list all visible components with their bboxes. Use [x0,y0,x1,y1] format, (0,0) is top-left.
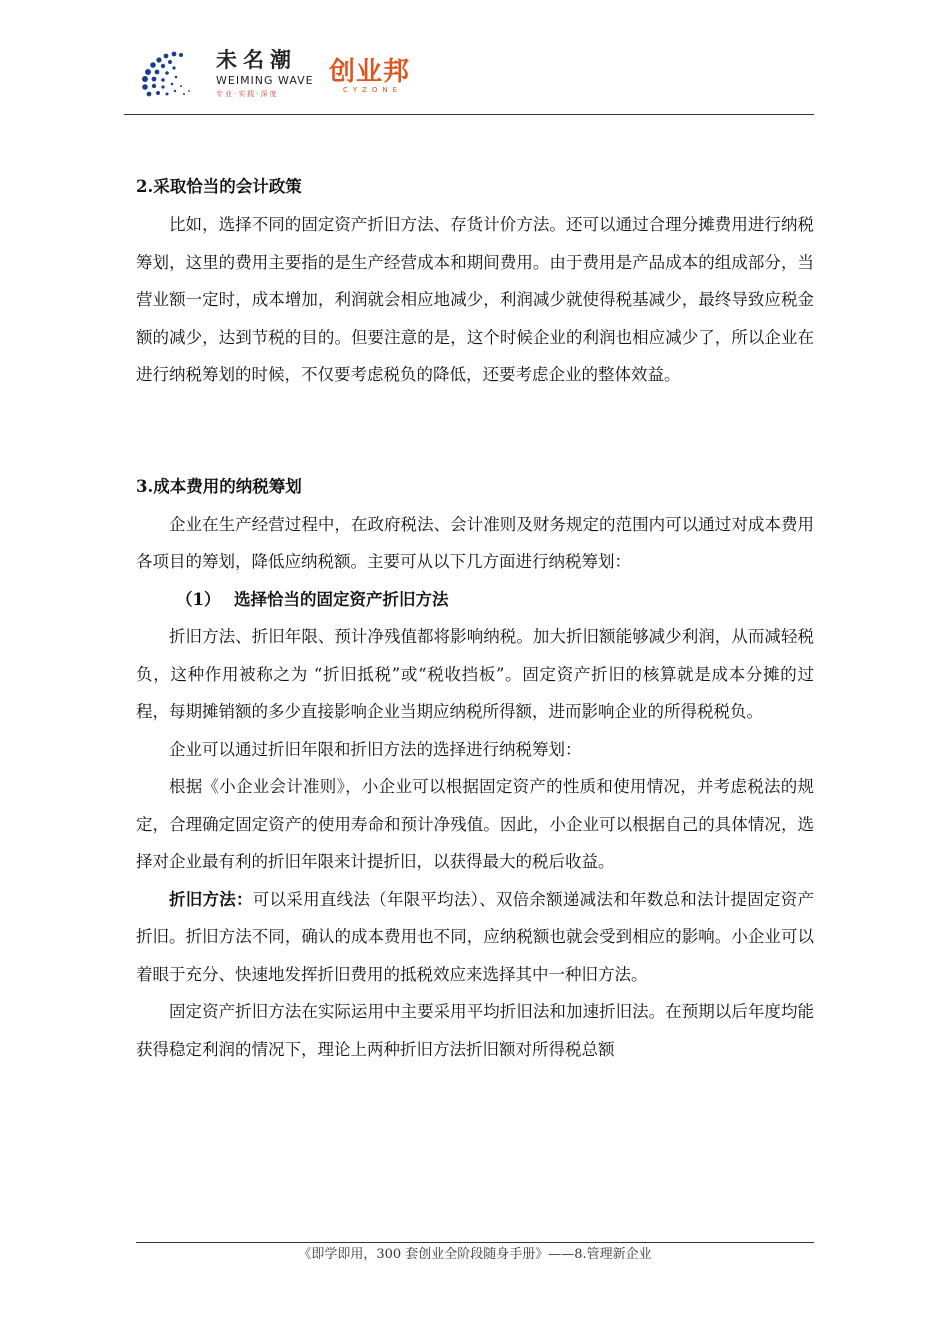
section-3-paragraph-4: 根据《小企业会计准则》，小企业可以根据固定资产的性质和使用情况，并考虑税法的规定，合理确定固定资产的使用寿命和预计净残值。因此，小企业可以根据自己的具体情况，选择对企业最有利的折旧年限来计提折旧，以获得最大的税后收益。 [136,777,814,871]
logo1-tagline: 专业·实践·深度 [216,90,279,98]
logo1-en: WEIMING WAVE [216,74,314,87]
document-body [136,168,814,1068]
footer-divider [136,1242,814,1243]
section-2-paragraph-1: 比如，选择不同的固定资产折旧方法、存货计价方法。还可以通过合理分摊费用进行纳税筹划，这里的费用主要指的是生产经营成本和期间费用。由于费用是产品成本的组成部分，当营业额一定时，成本增加，利润就会相应地减少，利润减少就使得税基减少，最终导致应税金额的减少，达到节税的目的。但要注意的是，这个时候企业的利润也相应减少了，所以企业在进行纳税筹划的时候，不仅要考虑税负的降低，还要考虑企业的整体效益。 [136,215,814,384]
section-3-paragraph-3: 企业可以通过折旧年限和折旧方法的选择进行纳税筹划： [169,739,582,759]
header-divider [124,114,814,115]
section-3-paragraph-6: 固定资产折旧方法在实际运用中主要采用平均折旧法和加速折旧法。在预期以后年度均能获得稳定利润的情况下，理论上两种折旧方法折旧额对所得税总额 [136,1002,814,1059]
subsection-1-number: （1） [176,589,221,609]
logo2-en: CYZONE [343,86,403,94]
page-header [134,38,814,114]
weiming-wave-logo-icon [134,46,212,104]
section-3-paragraph-1: 企业在生产经营过程中，在政府税法、会计准则及财务规定的范围内可以通过对成本费用各项目的筹划，降低应纳税额。主要可从以下几方面进行纳税筹划： [136,514,814,571]
weiming-wave-brand [216,48,314,99]
subsection-1-heading [136,581,814,619]
section-3-title: 3.成本费用的纳税筹划 [136,476,302,496]
cyzone-brand [329,58,410,95]
section-3-paragraph-5 [136,881,814,994]
logo2-cn: 创业邦 [329,57,411,87]
page-footer: 《即学即用，300 套创业全阶段随身手册》——8.管理新企业 [298,1247,652,1262]
depreciation-method-lead: 折旧方法： [169,889,253,909]
subsection-1-title: 选择恰当的固定资产折旧方法 [234,589,449,609]
section-2-title: 2.采取恰当的会计政策 [136,177,302,196]
logo1-cn: 未名潮 [216,48,297,72]
section-3-paragraph-2: 折旧方法、折旧年限、预计净残值都将影响纳税。加大折旧额能够减少利润，从而减轻税负，这种作用被称之为 “折旧抵税”或“税收挡板”。固定资产折旧的核算就是成本分摊的过程，每期摊销额的多少直接影响企业当期应纳税所得额，进而影响企业的所得税税负。 [136,627,814,721]
depreciation-method-text: 可以采用直线法（年限平均法）、双倍余额递减法和年数总和法计提固定资产折旧。折旧方法不同，确认的成本费用也不同，应纳税额也就会受到相应的影响。小企业可以着眼于充分、快速地发挥折旧费用的抵税效应来选择其中一种旧方法。 [136,889,815,984]
